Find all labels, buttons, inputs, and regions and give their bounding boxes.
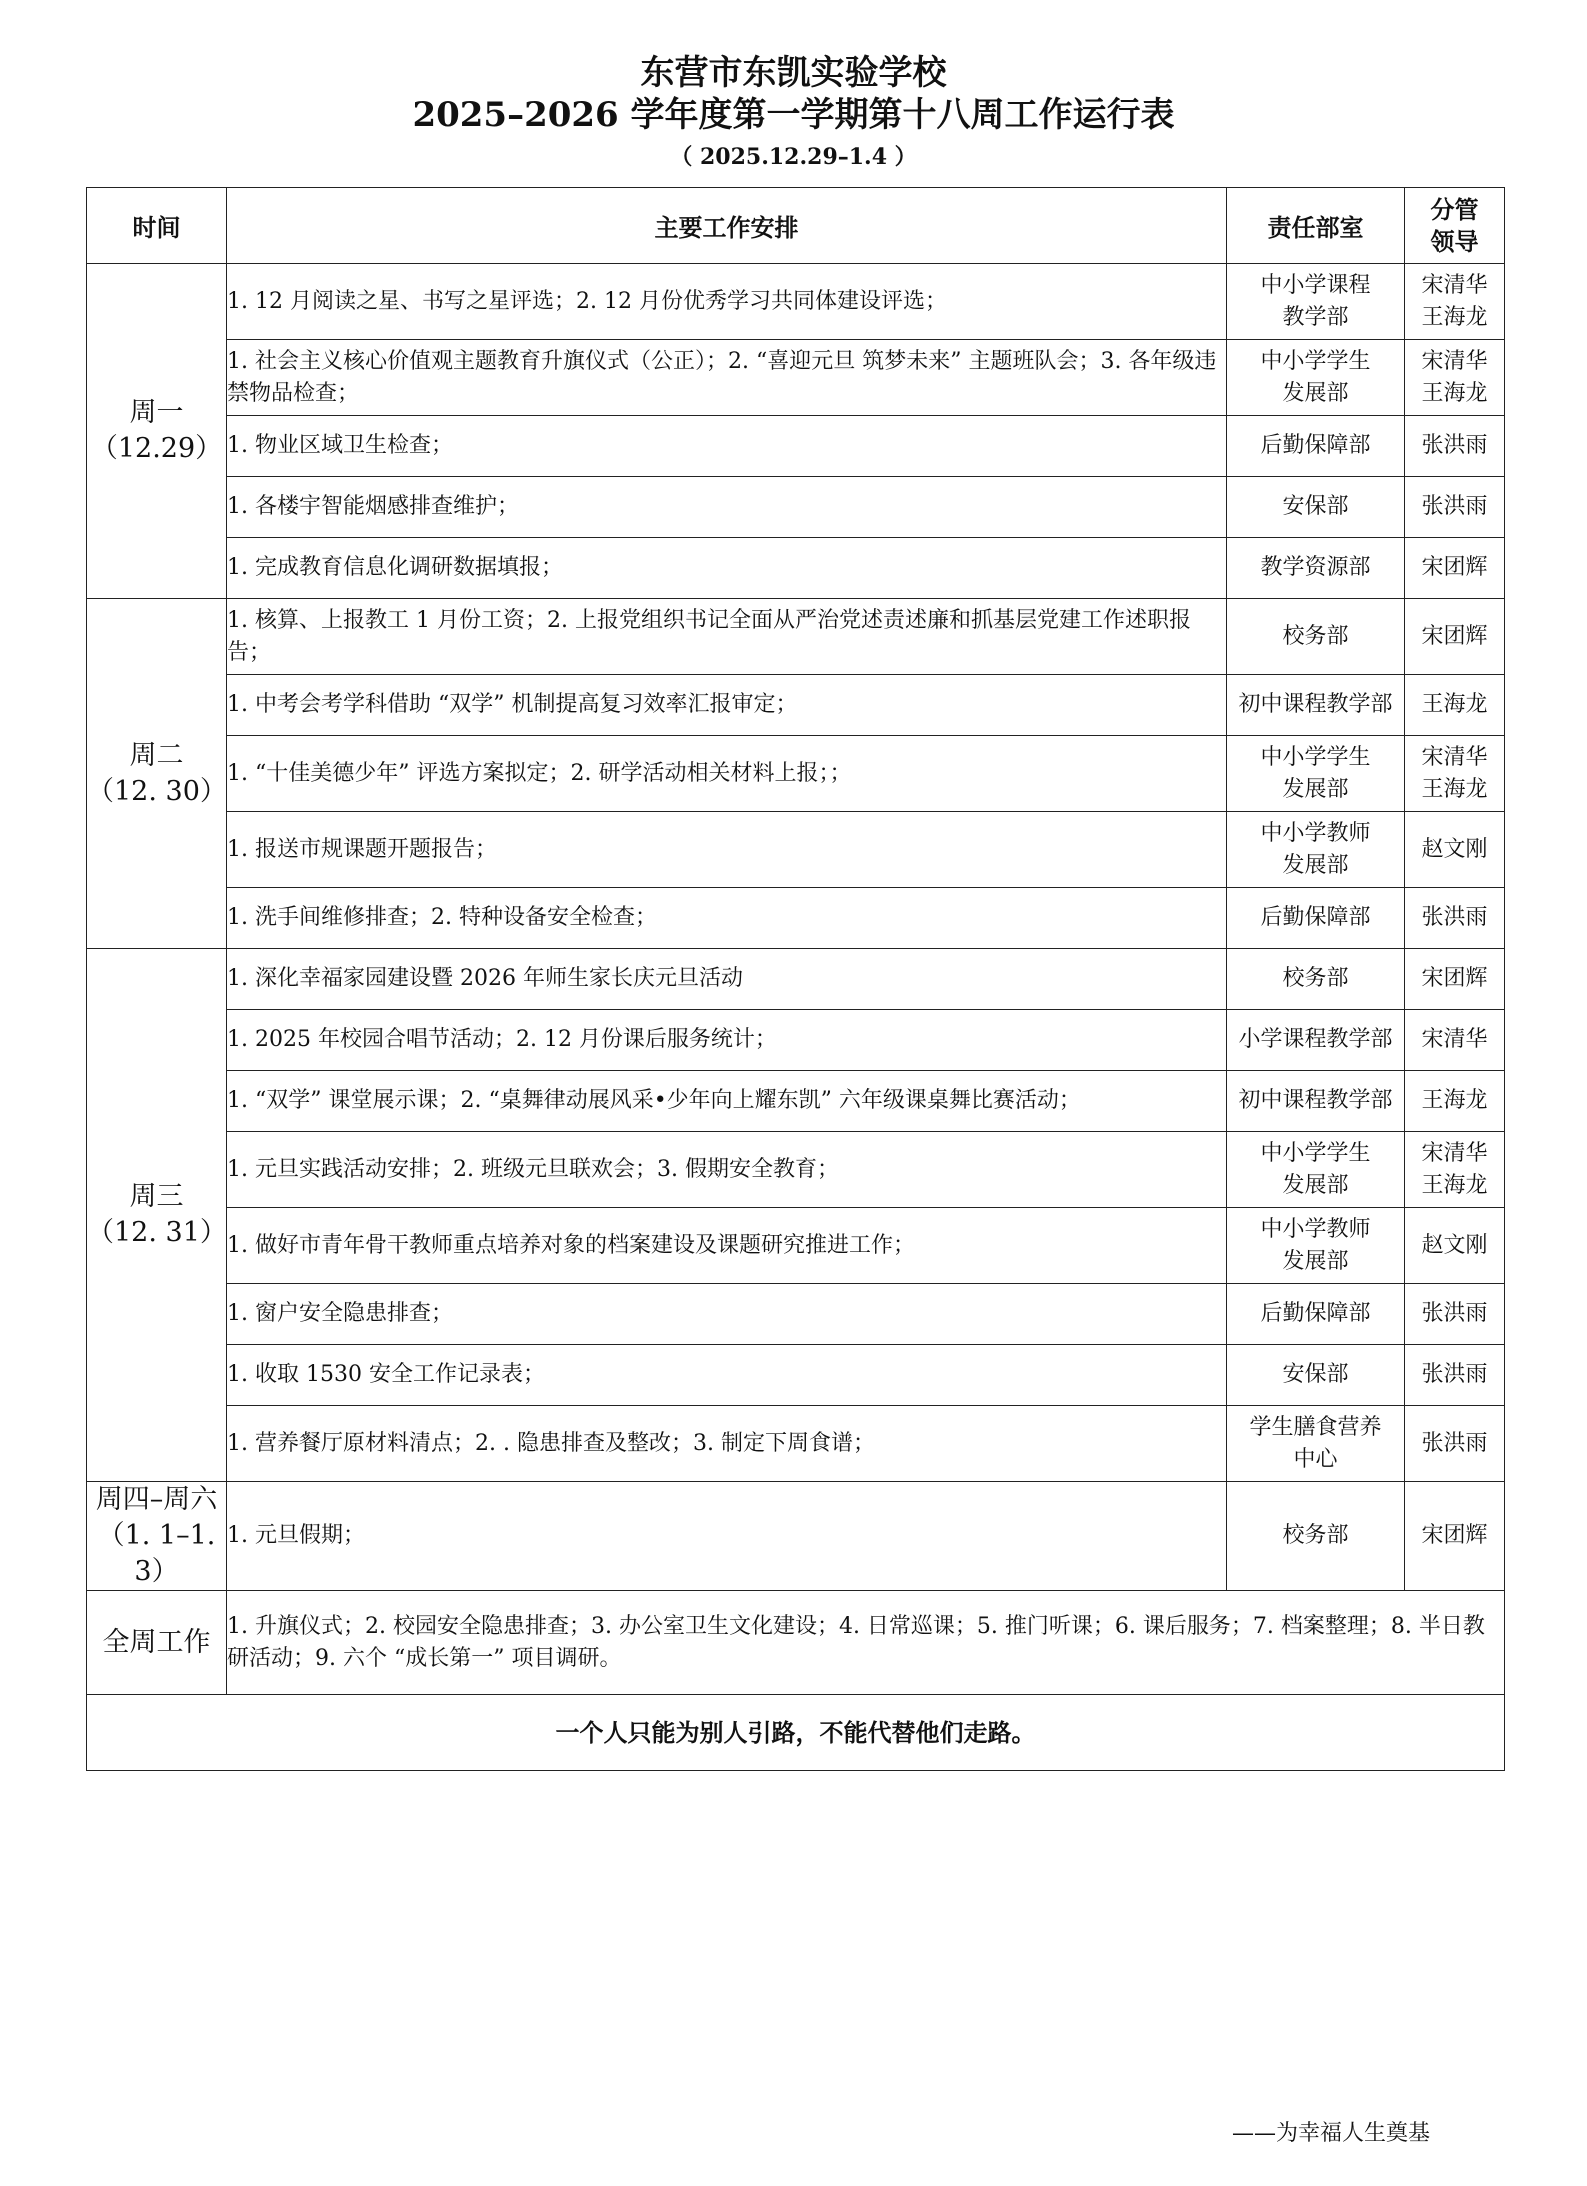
leader-name: 宋团辉 — [1421, 966, 1488, 991]
dept-line: 小学课程教学部 — [1238, 1027, 1393, 1052]
table-header-row — [87, 188, 1505, 264]
dept-cell — [1227, 1132, 1405, 1208]
dept-line: 中小学教师 — [1260, 1216, 1371, 1242]
dept-cell — [1227, 1010, 1405, 1071]
leader-cell — [1405, 1208, 1505, 1284]
leader-cell — [1405, 1284, 1505, 1345]
leader-cell — [1405, 949, 1505, 1010]
table-row — [87, 1345, 1505, 1406]
dept-cell — [1227, 477, 1405, 538]
dept-line: 安保部 — [1282, 1362, 1349, 1387]
leader-name: 王海龙 — [1421, 304, 1488, 330]
leader-name: 赵文刚 — [1421, 1232, 1488, 1258]
task-cell: 1. 元旦实践活动安排；2. 班级元旦联欢会；3. 假期安全教育； — [227, 1132, 1227, 1208]
dept-line: 发展部 — [1282, 380, 1349, 406]
day-name: 周一 — [129, 397, 184, 428]
dept-line: 发展部 — [1282, 1172, 1349, 1198]
leader-cell — [1405, 340, 1505, 416]
task-cell: 1. 洗手间维修排查；2. 特种设备安全检查； — [227, 888, 1227, 949]
task-cell: 1. 12 月阅读之星、书写之星评选；2. 12 月份优秀学习共同体建设评选； — [227, 264, 1227, 340]
day-name: 周二 — [129, 739, 184, 771]
leader-name: 王海龙 — [1421, 1088, 1488, 1113]
leader-name: 张洪雨 — [1421, 1301, 1488, 1326]
all-week-row — [87, 1591, 1505, 1695]
table-row — [87, 949, 1505, 1010]
day-date: （1. 1–1. 3） — [97, 1520, 216, 1587]
leader-cell — [1405, 1132, 1505, 1208]
table-row — [87, 340, 1505, 416]
day-cell — [87, 599, 227, 949]
table-row — [87, 264, 1505, 340]
dept-line: 发展部 — [1282, 1248, 1349, 1274]
school-name: 东营市东凯实验学校 — [640, 53, 947, 93]
document-title: 2025–2026 学年度第一学期第十八周工作运行表 — [412, 95, 1175, 135]
task-cell: 1. 中考会考学科借助 “双学” 机制提高复习效率汇报审定； — [227, 675, 1227, 736]
dept-cell — [1227, 1071, 1405, 1132]
table-row — [87, 675, 1505, 736]
dept-line: 发展部 — [1282, 776, 1349, 802]
table-row — [87, 538, 1505, 599]
col-header-dept: 责任部室 — [1227, 188, 1405, 264]
dept-line: 安保部 — [1282, 494, 1349, 519]
dept-line: 中小学学生 — [1260, 744, 1371, 770]
col-header-tasks: 主要工作安排 — [227, 188, 1227, 264]
dept-line: 校务部 — [1282, 1523, 1349, 1548]
day-name: 周三 — [129, 1181, 184, 1212]
leader-cell — [1405, 675, 1505, 736]
dept-line: 初中课程教学部 — [1238, 692, 1393, 717]
task-cell: 1. “双学” 课堂展示课；2. “桌舞律动展风采•少年向上耀东凯” 六年级课桌舞比赛活动； — [227, 1071, 1227, 1132]
table-row — [87, 1071, 1505, 1132]
dept-line: 教学部 — [1282, 304, 1349, 330]
leader-name: 王海龙 — [1421, 380, 1488, 406]
leader-cell — [1405, 599, 1505, 675]
task-cell: 1. 核算、上报教工 1 月份工资；2. 上报党组织书记全面从严治党述责述廉和抓基层党建工作述职报告； — [227, 599, 1227, 675]
dept-line: 发展部 — [1282, 852, 1349, 878]
task-cell: 1. 收取 1530 安全工作记录表； — [227, 1345, 1227, 1406]
table-row — [87, 1132, 1505, 1208]
leader-name: 宋清华 — [1421, 1140, 1488, 1166]
dept-cell — [1227, 888, 1405, 949]
task-cell: 1. 完成教育信息化调研数据填报； — [227, 538, 1227, 599]
leader-cell — [1405, 812, 1505, 888]
dept-cell — [1227, 812, 1405, 888]
col-header-leader-line1: 分管 — [1430, 195, 1479, 224]
task-cell: 1. 报送市规课题开题报告； — [227, 812, 1227, 888]
task-cell: 1. 营养餐厅原材料清点；2. . 隐患排查及整改；3. 制定下周食谱； — [227, 1406, 1227, 1482]
task-cell: 1. 窗户安全隐患排查； — [227, 1284, 1227, 1345]
leader-cell — [1405, 1345, 1505, 1406]
leader-name: 王海龙 — [1421, 1172, 1488, 1198]
dept-cell — [1227, 1482, 1405, 1591]
table-row — [87, 1482, 1505, 1591]
leader-name: 张洪雨 — [1421, 1362, 1488, 1387]
dept-line: 教学资源部 — [1260, 555, 1371, 580]
dept-line: 中小学教师 — [1260, 820, 1371, 846]
day-date: （12. 31） — [87, 1217, 227, 1248]
day-date: （12.29） — [90, 433, 223, 464]
table-row — [87, 599, 1505, 675]
col-header-time: 时间 — [87, 188, 227, 264]
table-row — [87, 812, 1505, 888]
leader-name: 宋清华 — [1421, 1027, 1488, 1052]
table-row — [87, 1208, 1505, 1284]
leader-name: 王海龙 — [1421, 692, 1488, 717]
all-week-text: 1. 升旗仪式；2. 校园安全隐患排查；3. 办公室卫生文化建设；4. 日常巡课；5. 推门听课；6. 课后服务；7. 档案整理；8. 半日教研活动；9. 六个 “成长第一” 项目调研。 — [227, 1591, 1505, 1695]
dept-line: 学生膳食营养 — [1249, 1414, 1382, 1440]
leader-name: 宋团辉 — [1421, 555, 1488, 580]
col-header-leader — [1405, 188, 1505, 264]
dept-line: 中心 — [1293, 1446, 1338, 1472]
leader-cell — [1405, 264, 1505, 340]
leader-name: 张洪雨 — [1421, 494, 1488, 519]
task-cell: 1. 做好市青年骨干教师重点培养对象的档案建设及课题研究推进工作； — [227, 1208, 1227, 1284]
leader-name: 赵文刚 — [1421, 836, 1488, 862]
motto-text: 一个人只能为别人引路，不能代替他们走路。 — [87, 1695, 1505, 1771]
col-header-leader-line2: 领导 — [1430, 227, 1479, 256]
dept-cell — [1227, 1284, 1405, 1345]
dept-cell — [1227, 1406, 1405, 1482]
leader-cell — [1405, 736, 1505, 812]
leader-cell — [1405, 1482, 1505, 1591]
dept-cell — [1227, 599, 1405, 675]
leader-name: 张洪雨 — [1421, 905, 1488, 930]
dept-cell — [1227, 1345, 1405, 1406]
leader-name: 宋清华 — [1421, 744, 1488, 770]
leader-name: 宋团辉 — [1421, 1523, 1488, 1548]
schedule-body — [87, 264, 1505, 1591]
task-cell: 1. 元旦假期； — [227, 1482, 1227, 1591]
dept-line: 校务部 — [1282, 966, 1349, 991]
task-cell: 1. 深化幸福家园建设暨 2026 年师生家长庆元旦活动 — [227, 949, 1227, 1010]
table-row — [87, 477, 1505, 538]
day-name: 周四–周六 — [95, 1484, 218, 1515]
task-cell: 1. 2025 年校园合唱节活动；2. 12 月份课后服务统计； — [227, 1010, 1227, 1071]
dept-cell — [1227, 1208, 1405, 1284]
task-cell: 1. 物业区域卫生检查； — [227, 416, 1227, 477]
leader-cell — [1405, 1071, 1505, 1132]
schedule-table — [86, 187, 1505, 1771]
day-cell — [87, 1482, 227, 1591]
leader-cell — [1405, 477, 1505, 538]
dept-cell — [1227, 340, 1405, 416]
dept-cell — [1227, 264, 1405, 340]
dept-line: 后勤保障部 — [1260, 905, 1371, 930]
leader-cell — [1405, 538, 1505, 599]
dept-cell — [1227, 949, 1405, 1010]
table-row — [87, 1406, 1505, 1482]
day-date: （12. 30） — [87, 775, 227, 807]
dept-cell — [1227, 416, 1405, 477]
dept-cell — [1227, 538, 1405, 599]
leader-name: 张洪雨 — [1421, 433, 1488, 458]
leader-name: 宋清华 — [1421, 272, 1488, 298]
leader-name: 张洪雨 — [1421, 1430, 1488, 1456]
day-cell — [87, 264, 227, 599]
task-cell: 1. 社会主义核心价值观主题教育升旗仪式（公正）；2. “喜迎元旦 筑梦未来” 主题班队会；3. 各年级违禁物品检查； — [227, 340, 1227, 416]
dept-line: 后勤保障部 — [1260, 1301, 1371, 1326]
dept-line: 校务部 — [1282, 623, 1349, 649]
footer-slogan: ——为幸福人生奠基 — [1232, 2121, 1431, 2146]
table-row — [87, 1010, 1505, 1071]
leader-cell — [1405, 1406, 1505, 1482]
dept-cell — [1227, 675, 1405, 736]
dept-line: 中小学学生 — [1260, 1140, 1371, 1166]
dept-line: 后勤保障部 — [1260, 433, 1371, 458]
leader-name: 王海龙 — [1421, 776, 1488, 802]
table-row — [87, 736, 1505, 812]
table-row — [87, 1284, 1505, 1345]
dept-cell — [1227, 736, 1405, 812]
leader-cell — [1405, 888, 1505, 949]
table-row — [87, 888, 1505, 949]
dept-line: 初中课程教学部 — [1238, 1088, 1393, 1113]
leader-name: 宋清华 — [1421, 348, 1488, 374]
motto-row — [87, 1695, 1505, 1771]
task-cell: 1. 各楼宇智能烟感排查维护； — [227, 477, 1227, 538]
document-header — [0, 52, 1587, 174]
leader-cell — [1405, 416, 1505, 477]
day-cell — [87, 949, 227, 1482]
dept-line: 中小学学生 — [1260, 348, 1371, 374]
dept-line: 中小学课程 — [1260, 272, 1371, 298]
all-week-label: 全周工作 — [87, 1591, 227, 1695]
task-cell: 1. “十佳美德少年” 评选方案拟定；2. 研学活动相关材料上报；； — [227, 736, 1227, 812]
leader-name: 宋团辉 — [1421, 623, 1488, 649]
table-row — [87, 416, 1505, 477]
date-range: （ 2025.12.29–1.4 ） — [670, 144, 917, 170]
leader-cell — [1405, 1010, 1505, 1071]
